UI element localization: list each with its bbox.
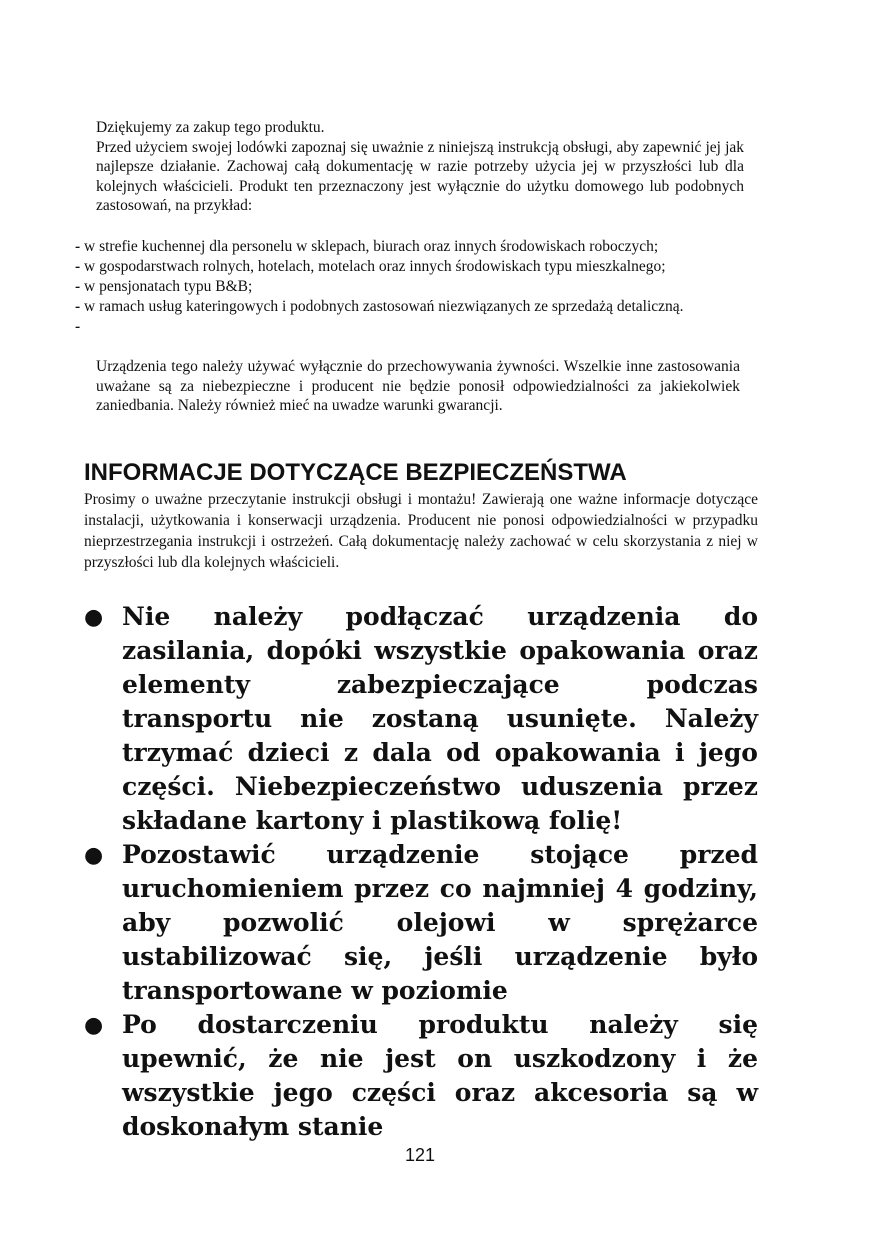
dash-bullet-icon: - [75, 238, 81, 255]
bullet-dot-icon: ● [84, 1012, 104, 1038]
dash-bullet-icon: - [75, 298, 81, 315]
section-heading: INFORMACJE DOTYCZĄCE BEZPIECZEŃSTWA [84, 459, 627, 486]
list-item [75, 257, 755, 277]
dash-bullet-icon: - [75, 278, 81, 295]
intro-paragraph: Przed użyciem swojej lodówki zapoznaj się uważnie z niniejszą instrukcją obsługi, aby zapewnić jej jak najlepsze działanie. Zachowaj całą dokumentację w razie potrzeby użycia jej w przyszłości lub dla kolejnych właścicieli. Produkt ten przeznaczony jest wyłącznie do użytku domowego lub podobnych zastosowań, na przykład: [96, 138, 744, 214]
list-item [84, 838, 758, 1008]
usage-text: w ramach usług kateringowych i podobnych zastosowań niezwiązanych ze sprzedażą detaliczną. [84, 298, 684, 315]
bullet-dot-icon: ● [84, 604, 104, 630]
page-number: 121 [404, 1145, 436, 1165]
usage-text: w strefie kuchennej dla personelu w sklepach, biurach oraz innych środowiskach roboczych; [84, 238, 659, 255]
usage-text: w pensjonatach typu B&B; [84, 278, 253, 295]
safety-bullet-text: Po dostarczeniu produktu należy się upewnić, że nie jest on uszkodzony i że wszystkie jego części oraz akcesoria są w doskonałym stanie [122, 1010, 758, 1141]
safety-bullet-list [84, 600, 758, 1144]
list-item [84, 600, 758, 838]
dash-bullet-icon: - [75, 258, 81, 275]
safety-bullet-text: Nie należy podłączać urządzenia do zasilania, dopóki wszystkie opakowania oraz elementy zabezpieczające podczas transportu nie zostaną usunięte. Należy trzymać dzieci z dala od opakowania i jego części. Niebezpieczeństwo uduszenia przez składane kartony i plastikową folię! [122, 602, 758, 835]
intro-thanks: Dziękujemy za zakup tego produktu. [96, 119, 325, 136]
list-item [84, 1008, 758, 1144]
usage-list [75, 237, 755, 335]
list-item [75, 297, 755, 317]
bullet-dot-icon: ● [84, 842, 104, 868]
list-item [75, 237, 755, 257]
dash-bullet-icon: - [75, 318, 81, 335]
intro-section [96, 118, 744, 216]
list-item [75, 277, 755, 297]
usage-text: w gospodarstwach rolnych, hotelach, motelach oraz innych środowiskach typu mieszkalnego; [84, 258, 666, 275]
safety-paragraph: Prosimy o uważne przeczytanie instrukcji obsługi i montażu! Zawierają one ważne informacje dotyczące instalacji, użytkowania i konserwacji urządzenia. Producent nie ponosi odpowiedzialności w przypadku nieprzestrzegania instrukcji i ostrzeżeń. Całą dokumentację należy zachować w celu skorzystania z niej w przyszłości lub dla kolejnych właścicieli. [84, 491, 758, 571]
usage-notice: Urządzenia tego należy używać wyłącznie do przechowywania żywności. Wszelkie inne zastosowania uważane są za niebezpieczne i producent nie będzie ponosił odpowiedzialności za jakiekolwiek zaniedbania. Należy również mieć na uwadze warunki gwarancji. [96, 358, 740, 414]
safety-bullet-text: Pozostawić urządzenie stojące przed uruchomieniem przez co najmniej 4 godziny, aby pozwolić olejowi w sprężarce ustabilizować się, jeśli urządzenie było transportowane w poziomie [122, 840, 758, 1005]
